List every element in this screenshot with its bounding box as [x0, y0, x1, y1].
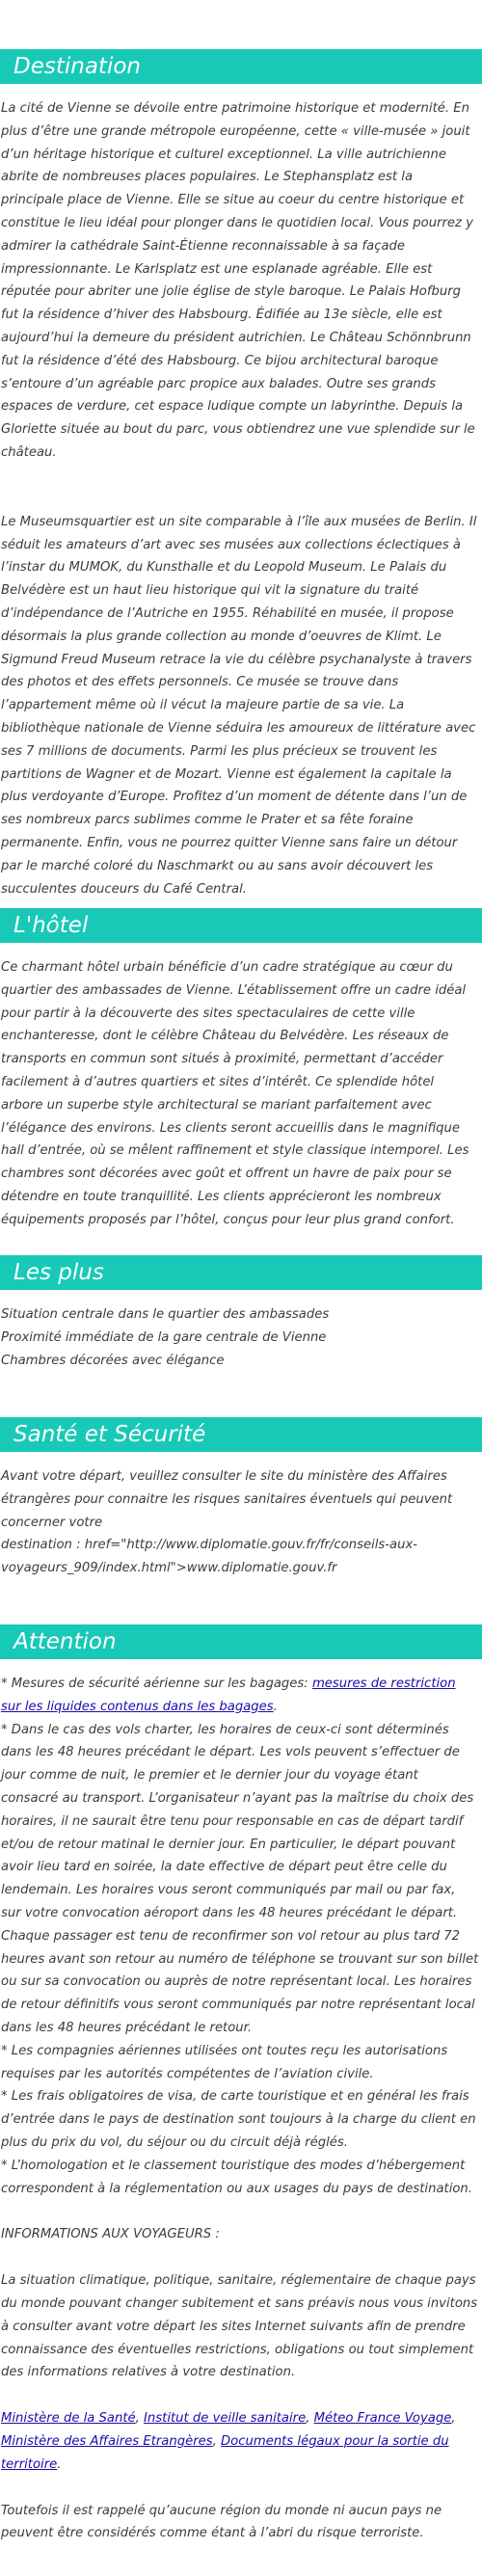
hotel-description: Ce charmant hôtel urbain bénéficie d’un cadre stratégique au cœur du quartier des ambassades de Vienne. L’établissement offre un cadre idéal pour partir à la découverte des sites spectaculaires de cette ville enchanteresse, dont le célèbre Château du Belvédère. Les réseaux de transports en commun sont situés à proximité, permettant d’accéder facilement à d’autres quartiers et sites d’intérêt. Ce splendide hôtel arbore un superbe style architectural se mariant parfaitement avec l’élégance des environs. Les clients seront accueillis dans le magnifique hall d’entrée, où se mêlent raffinement et style classique intemporel. Les chambres sont décorées avec goût et offrent un havre de paix pour se détendre en toute tranquillité. Les clients apprécieront les nombreux équipements proposés par l’hôtel, conçus pour leur plus grand confort. [1, 960, 469, 1227]
sante-destination: destination : href="http://www.diplomatie.gouv.fr/fr/conseils-aux-voyageurs_909/index.html">www.diplomatie.gouv.fr [1, 1538, 418, 1576]
destination-header: Destination [0, 49, 482, 84]
meteo-france-link[interactable]: Méteo France Voyage [313, 2411, 452, 2427]
attention-bullet-charter: * Dans le cas des vols charter, les horaires de ceux-ci sont déterminés dans les 48 heures précédant le départ. Les vols peuvent s’effectuer de jour comme de nuit, le premier et le dernier jour du voyage étant consacré au transport. L’organisateur n’ayant pas la maîtrise du choix des horaires, il ne saurait être tenu pour responsable en cas de départ tardif et/ou de retour matinal le dernier jour. En particulier, le départ pouvant avoir lieu tard en soirée, la date effective de départ peut être celle du lendemain. Les horaires vous seront communiqués par mail ou par fax, sur votre convocation aéroport dans les 48 heures précédant le départ. Chaque passager est tenu de reconfirmer son vol retour au plus tard 72 heures avant son retour au numéro de téléphone se trouvant sur son billet ou sur sa convocation ou auprès de notre représentant local. Les horaires de retour définitifs vous seront communiqués par notre représentant local dans les 48 heures précédant le retour. [1, 1722, 479, 2035]
info-voyageurs-title: INFORMATIONS AUX VOYAGEURS : [1, 2227, 220, 2242]
documents-legaux-link[interactable]: Documents légaux pour la sortie du territoire [1, 2433, 449, 2472]
plus-item: Proximité immédiate de la gare centrale de Vienne [1, 1329, 327, 1345]
hotel-header: L'hôtel [0, 908, 482, 943]
plus-item: Situation centrale dans le quartier des ambassades [1, 1307, 330, 1322]
info-voyageurs-text: La situation climatique, politique, sanitaire, réglementaire de chaque pays du monde pouvant changer subitement et sans préavis nous vous invitons à consulter avant votre départ les sites Internet suivants afin de prendre connaissance des éventuelles restrictions, obligations ou tout simplement des informations relatives à votre destination. [1, 2273, 478, 2380]
plus-section [0, 1255, 482, 1372]
sante-intro: Avant votre départ, veuillez consulter le site du ministère des Affaires étrangères pour connaitre les risques sanitaires éventuels qui peuvent concerner votre [1, 1469, 453, 1530]
attention-bullet-visa: * Les frais obligatoires de visa, de carte touristique et en général les frais d’entrée dans le pays de destination sont toujours à la charge du client en plus du prix du vol, du séjour ou du circuit déjà réglés. [1, 2089, 476, 2150]
attention-header: Attention [0, 1624, 482, 1659]
destination-paragraph-1: La cité de Vienne se dévoile entre patrimoine historique et modernité. En plus d’être une grande métropole européenne, cette « ville-musée » jouit d’un héritage historique et culturel exceptionnel. La ville autrichienne abrite de nombreuses places populaires. Le Stephansplatz est la principale place de Vienne. Elle se situe au coeur du centre historique et constitue le lieu idéal pour plonger dans le quotidien local. Vous pourrez y admirer la cathédrale Saint-Étienne reconnaissable à sa façade impressionnante. Le Karlsplatz est une esplanade agréable. Elle est réputée pour abriter une jolie église de style baroque. Le Palais Hofburg fut la résidence d’hiver des Habsbourg. Édifiée au 13e siècle, elle est aujourd’hui la demeure du président autrichien. Le Château Schönnbrunn fut la résidence d’été des Habsbourg. Ce bijou architectural baroque s’entoure d’un agréable parc propice aux balades. Outre ses grands espaces de verdure, cet espace ludique compte un labyrinthe. Depuis la Gloriette située au bout du parc, vous obtiendrez une vue splendide sur le château. [1, 101, 475, 460]
info-links: Ministère de la Santé, Institut de veille sanitaire, Méteo France Voyage, Ministère des Affaires Etrangères, Documents légaux pour la sortie du territoire. [1, 2411, 456, 2472]
sante-section [0, 1417, 482, 1580]
attention-bullet-bagages: * Mesures de sécurité aérienne sur les bagages: mesures de restriction sur les liquides contenus dans les bagages. [1, 1677, 456, 1714]
hotel-section [0, 908, 482, 1232]
sante-header: Santé et Sécurité [0, 1417, 482, 1452]
bagages-restriction-link[interactable]: mesures de restriction sur les liquides contenus dans les bagages [1, 1677, 456, 1714]
institut-veille-link[interactable]: Institut de veille sanitaire [144, 2411, 307, 2427]
attention-bullet-homologation: * L’homologation et le classement touristique des modes d’hébergement correspondent à la réglementation ou aux usages du pays de destination. [1, 2158, 472, 2196]
attention-bullet-compagnies: * Les compagnies aériennes utilisées ont toutes reçu les autorisations requises par les autorités compétentes de l’aviation civile. [1, 2043, 448, 2081]
destination-section [0, 49, 482, 900]
plus-header: Les plus [0, 1255, 482, 1290]
destination-paragraph-2: Le Museumsquartier est un site comparable à l’île aux musées de Berlin. Il séduit les amateurs d’art avec ses musées aux collections éclectiques à l’instar du MUMOK, du Kunsthalle et du Leopold Museum. Le Palais du Belvédère est un haut lieu historique qui vit la signature du traité d’indépendance de l’Autriche en 1955. Réhabilité en musée, il propose désormais la plus grande collection au monde d’oeuvres de Klimt. Le Sigmund Freud Museum retrace la vie du célèbre psychanalyste à travers des photos et des effets personnels. Ce musée se trouve dans l’appartement même où il vécut la majeure partie de sa vie. La bibliothèque nationale de Vienne séduira les amoureux de littérature avec ses 7 millions de documents. Parmi les plus précieux se trouvent les partitions de Wagner et de Mozart. Vienne est également la capitale la plus verdoyante d’Europe. Profitez d’un moment de détente dans l’un de ses nombreux parcs sublimes comme le Prater et sa fête foraine permanente. Enfin, vous ne pourrez quitter Vienne sans faire un détour par le marché coloré du Naschmarkt ou au sans avoir découvert les succulentes douceurs du Café Central. [1, 514, 477, 897]
plus-item: Chambres décorées avec élégance [1, 1353, 225, 1368]
attention-section [0, 1624, 482, 2545]
terrorisme-notice: Toutefois il est rappelé qu’aucune région du monde ni aucun pays ne peuvent être considérés comme étant à l’abri du risque terroriste. [1, 2503, 442, 2541]
ministere-sante-link[interactable]: Ministère de la Santé [1, 2411, 136, 2427]
ministere-affaires-link[interactable]: Ministère des Affaires Etrangères [1, 2433, 213, 2449]
